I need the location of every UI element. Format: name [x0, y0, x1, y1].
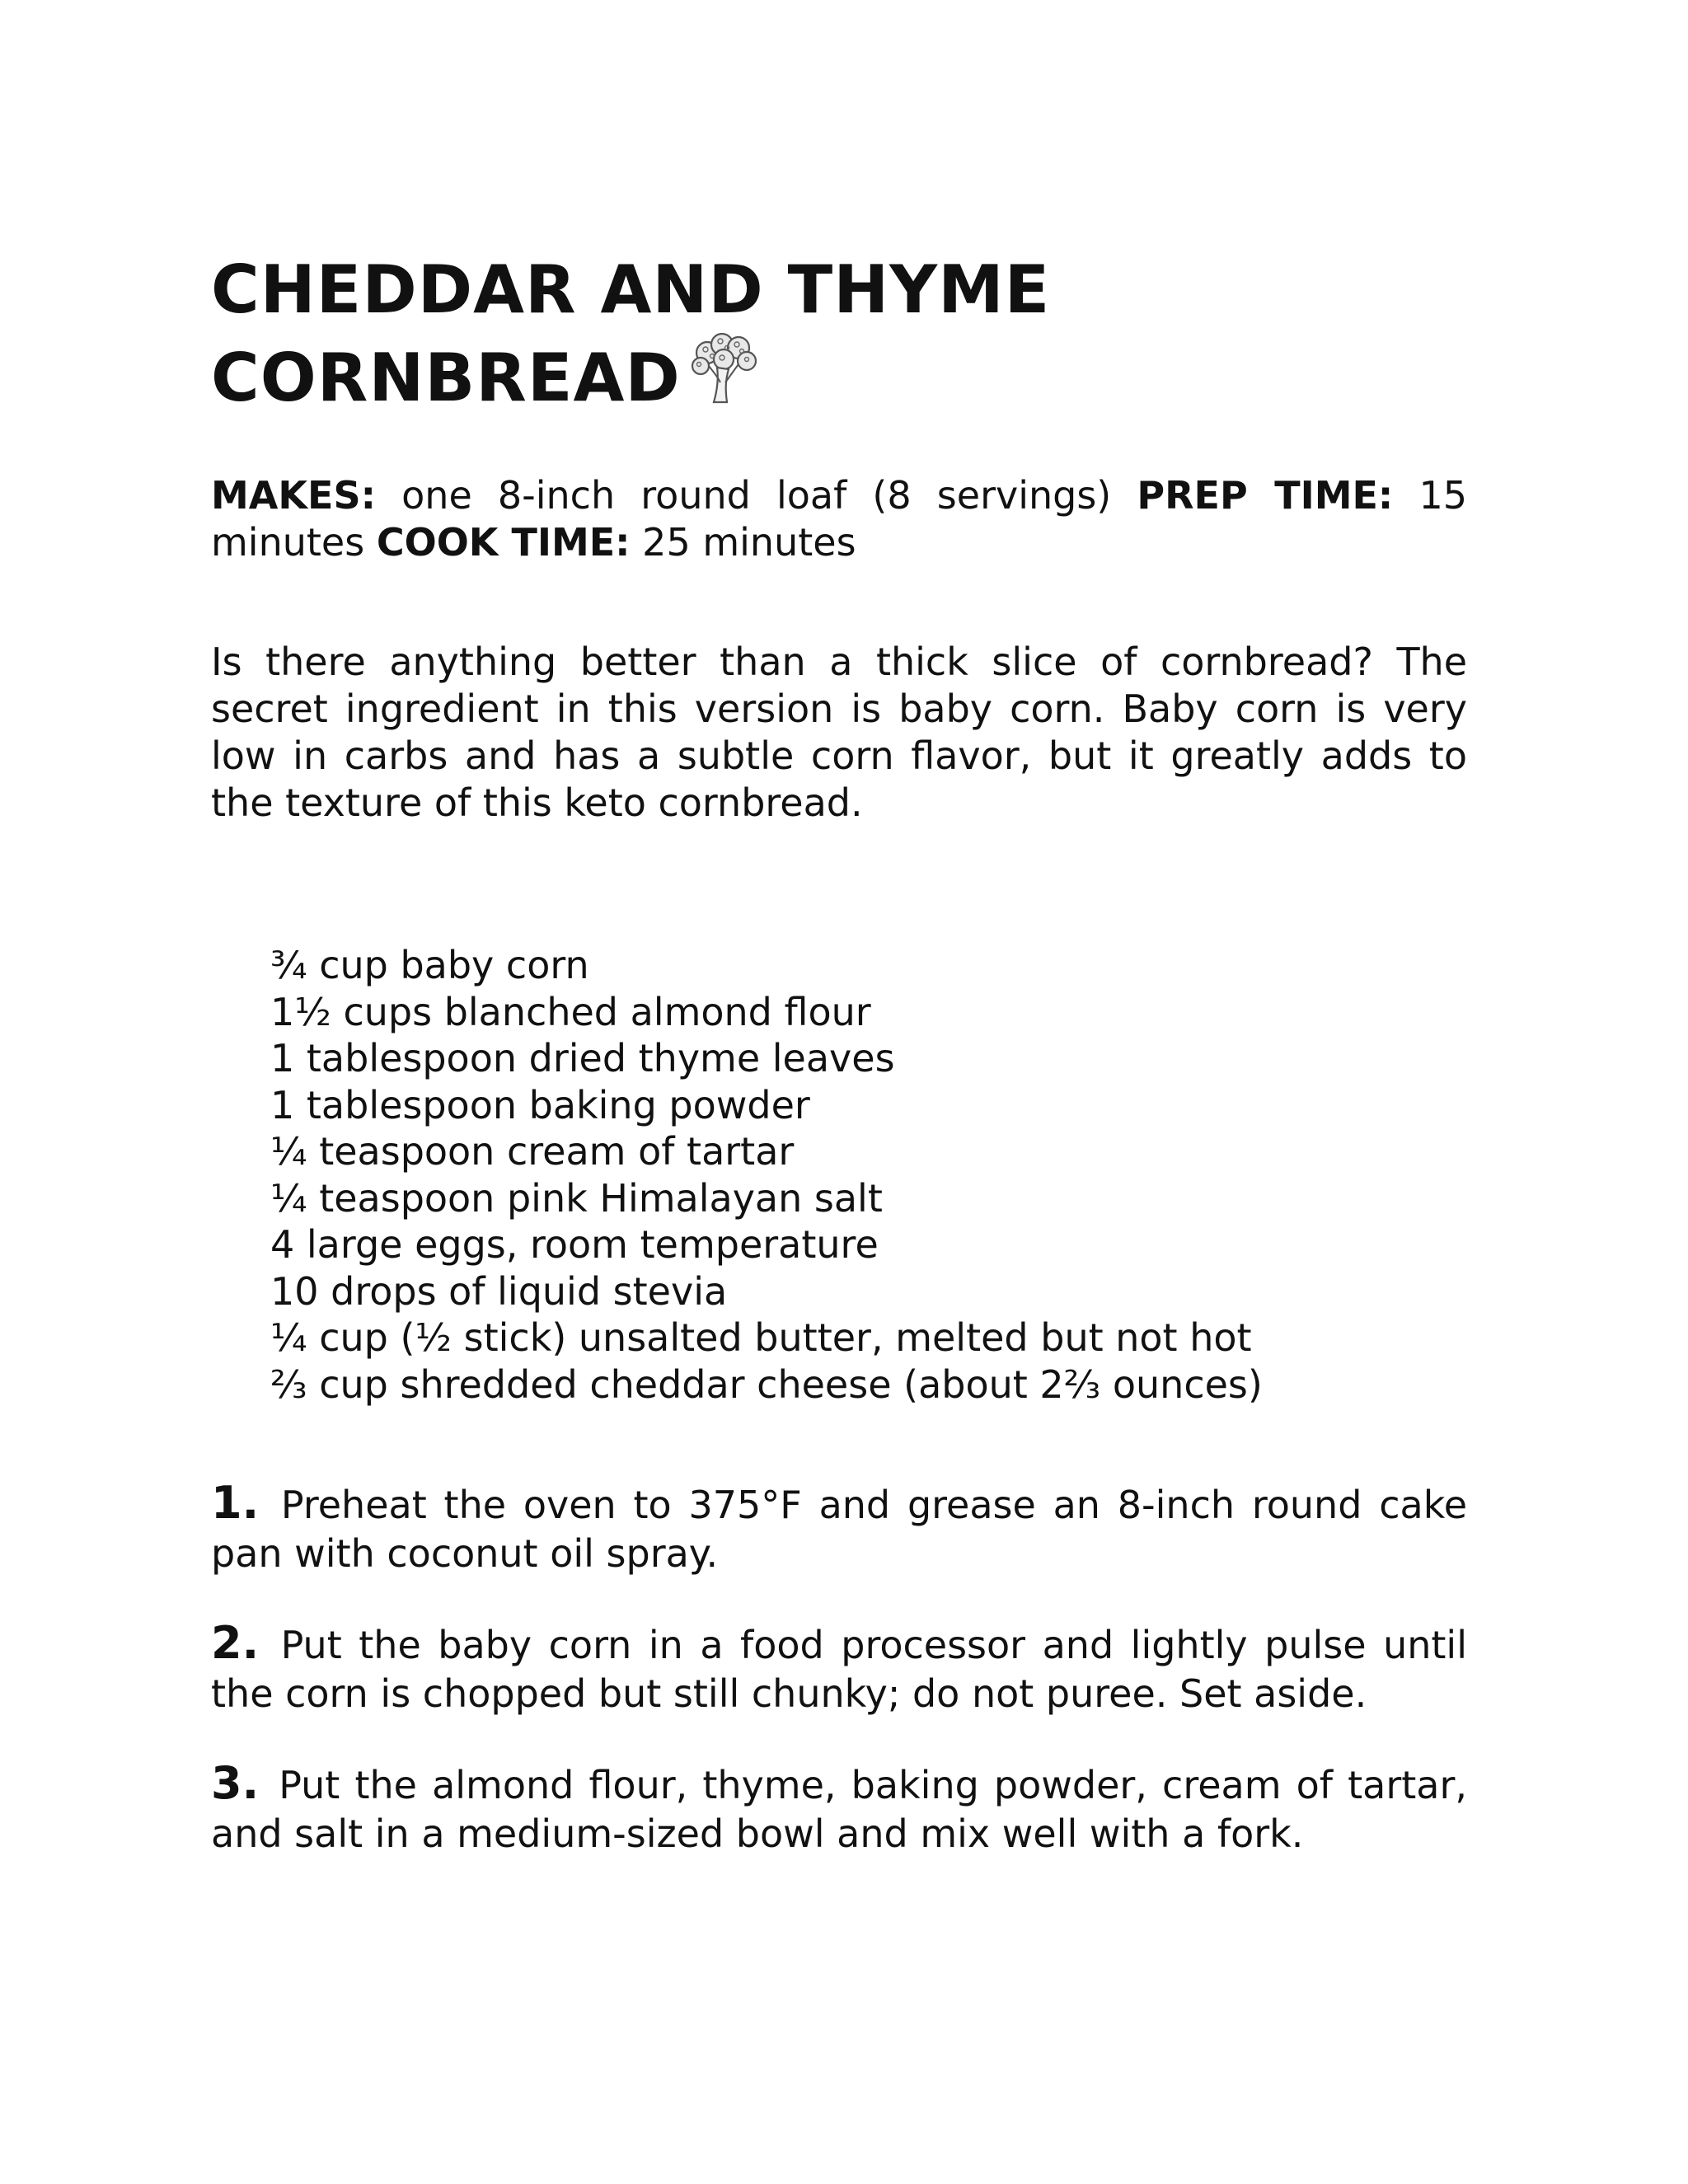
ingredient-item: 1½ cups blanched almond flour: [270, 989, 871, 1034]
ingredient-item: ¼ teaspoon cream of tartar: [270, 1129, 795, 1174]
title-line-1: CHEDDAR AND THYME: [211, 251, 1051, 328]
cook-time-label: COOK TIME:: [376, 520, 631, 565]
recipe-title: [211, 247, 1467, 421]
title-line-2: CORNBREAD: [211, 340, 681, 416]
recipe-intro: Is there anything better than a thick slice of cornbread? The secret ingredient in this version is baby corn. Baby corn is very low in carbs and has a subtle corn flavor, but it greatly adds to the texture of this keto cornbread.: [211, 640, 1467, 825]
broccoli-icon: [689, 333, 760, 407]
cook-time-value: 25 minutes: [642, 520, 856, 565]
ingredient-item: 1 tablespoon dried thyme leaves: [270, 1036, 895, 1080]
prep-time-value: 15 minutes: [211, 473, 1468, 565]
instruction-step: [211, 1759, 1467, 1858]
step-number: 2.: [211, 1617, 260, 1669]
ingredient-item: 1 tablespoon baking powder: [270, 1082, 810, 1127]
recipe-meta: [211, 472, 1467, 566]
ingredient-item: ¼ teaspoon pink Himalayan salt: [270, 1175, 883, 1221]
step-text: Put the baby corn in a food processor and lightly pulse until the corn is chopped but still chunky; do not puree. Set aside.: [211, 1623, 1467, 1716]
step-text: Put the almond flour, thyme, baking powder, cream of tartar, and salt in a medium-sized bowl and mix well with a fork.: [211, 1763, 1467, 1856]
makes-label: MAKES:: [211, 473, 376, 518]
instruction-list: [211, 1479, 1467, 1858]
ingredient-item: 10 drops of liquid stevia: [270, 1268, 728, 1314]
ingredient-item: ¾ cup baby corn: [270, 943, 589, 987]
ingredient-list: [211, 942, 1467, 1408]
instruction-step: [211, 1479, 1467, 1578]
step-number: 1.: [211, 1477, 260, 1529]
makes-value: one 8-inch round loaf (8 servings): [401, 473, 1112, 518]
instruction-step: [211, 1619, 1467, 1718]
step-text: Preheat the oven to 375°F and grease an 8-inch round cake pan with coconut oil spray.: [211, 1483, 1467, 1576]
ingredient-item: 4 large eggs, room temperature: [270, 1222, 879, 1267]
prep-time-label: PREP TIME:: [1137, 473, 1394, 518]
step-number: 3.: [211, 1757, 260, 1809]
ingredient-item: ¼ cup (½ stick) unsalted butter, melted but not hot: [270, 1315, 1252, 1360]
ingredient-item: ⅔ cup shredded cheddar cheese (about 2⅔ ounces): [270, 1361, 1263, 1407]
recipe-page: [211, 247, 1467, 1899]
